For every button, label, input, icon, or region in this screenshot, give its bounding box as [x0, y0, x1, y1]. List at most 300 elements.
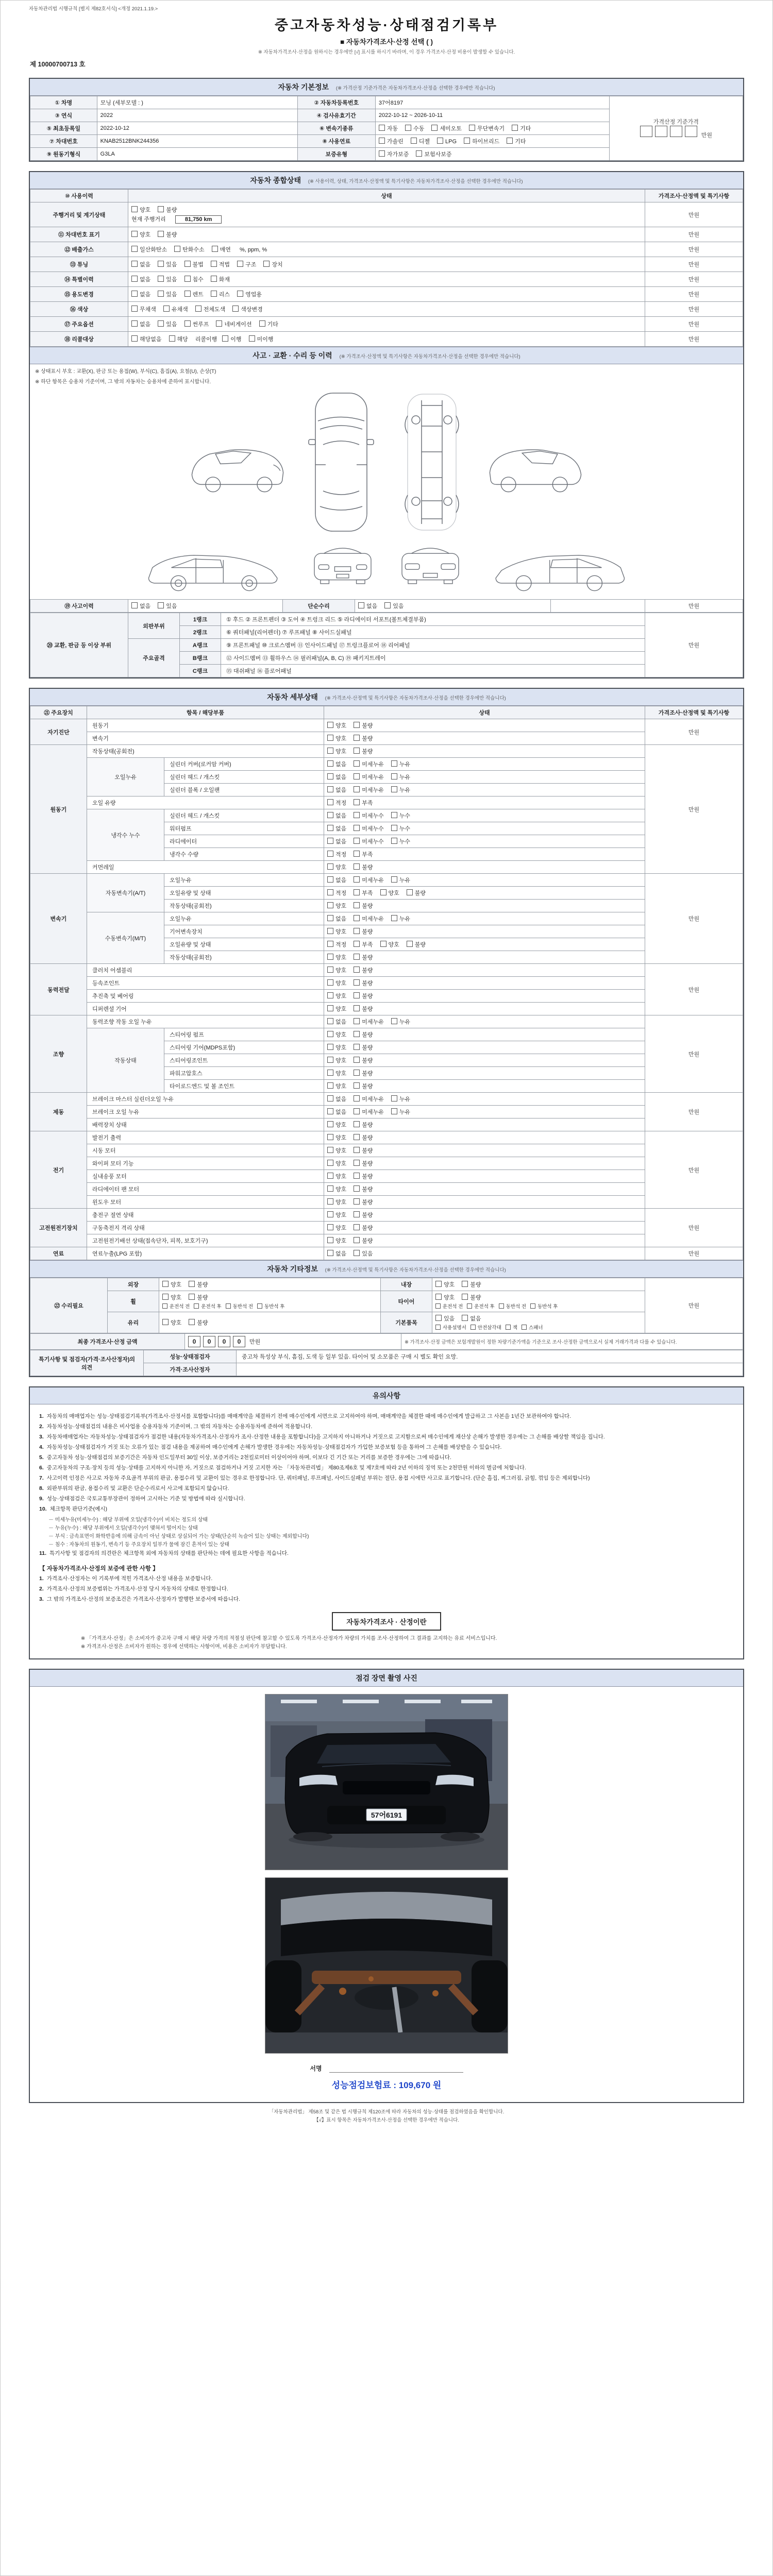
- checkbox-label: 양호: [335, 1225, 347, 1231]
- checkbox-label: 스패너: [528, 1325, 543, 1331]
- checkbox-option[interactable]: [391, 760, 410, 768]
- checkbox-option[interactable]: [162, 1280, 181, 1289]
- price-cell: 만원: [645, 257, 743, 272]
- checkbox-option[interactable]: [354, 1159, 373, 1167]
- checkbox-label: 양호: [335, 903, 347, 909]
- checkbox-option[interactable]: [391, 1108, 410, 1116]
- checkbox-group: [379, 124, 538, 132]
- checkbox-option[interactable]: [131, 260, 150, 268]
- checkbox-option[interactable]: [391, 1018, 410, 1026]
- checkbox-option[interactable]: [327, 1133, 346, 1142]
- detail-row: [30, 1131, 743, 1144]
- checkbox-option[interactable]: [327, 760, 346, 768]
- checkbox-option[interactable]: [462, 1293, 481, 1301]
- checkbox: [327, 1224, 333, 1230]
- checkbox-option[interactable]: [327, 799, 346, 807]
- checkbox-option[interactable]: [327, 1211, 346, 1219]
- checkbox-option[interactable]: [327, 953, 346, 961]
- checkbox-option[interactable]: [354, 1030, 373, 1039]
- checkbox-group: [327, 837, 417, 845]
- checkbox-option[interactable]: [407, 889, 426, 897]
- usage-history-row: [30, 302, 743, 317]
- checkbox-group: [327, 953, 380, 961]
- status-text: 리콜이행: [195, 336, 217, 343]
- checkbox-label: 없음: [335, 1096, 347, 1103]
- checkbox-option[interactable]: [405, 124, 424, 132]
- checkbox-group: [327, 1095, 417, 1103]
- checkbox-option[interactable]: [354, 1005, 373, 1013]
- checkbox-option[interactable]: [158, 260, 177, 268]
- detail-row: [30, 1106, 743, 1118]
- checkbox-option[interactable]: [226, 1302, 253, 1310]
- checkbox-option[interactable]: [512, 124, 531, 132]
- checkbox-option[interactable]: [327, 1018, 346, 1026]
- detail-header-state: 상태: [324, 706, 645, 719]
- checkbox-option[interactable]: [327, 824, 346, 833]
- checkbox: [437, 138, 443, 144]
- checkbox-label: 운전석 전: [170, 1304, 190, 1310]
- checkbox-option[interactable]: [354, 799, 373, 807]
- checkbox: [327, 902, 333, 908]
- opinion-row: [30, 1350, 743, 1363]
- detail-row: [30, 809, 743, 822]
- checkbox: [354, 1160, 360, 1166]
- checkbox-option[interactable]: [391, 824, 410, 833]
- detail-row: [30, 1183, 743, 1196]
- usage-row-label: ⑪ 차대번호 표기: [30, 227, 128, 242]
- checkbox-label: 미세누유: [362, 1109, 384, 1115]
- checkbox-label: 양호: [335, 968, 347, 974]
- checkbox-option[interactable]: [354, 1133, 373, 1142]
- simple-repair-status: [355, 600, 551, 613]
- checkbox-option[interactable]: [327, 773, 346, 781]
- checkbox-option[interactable]: [131, 275, 150, 283]
- checkbox-label: 없음: [140, 292, 151, 298]
- checkbox-option[interactable]: [189, 1293, 208, 1301]
- checkbox-label: 미세누유: [362, 1096, 384, 1103]
- checkbox-option[interactable]: [163, 305, 188, 313]
- checkbox-option[interactable]: [174, 245, 205, 253]
- checkbox-option[interactable]: [411, 137, 430, 145]
- checkbox-option[interactable]: [327, 1043, 346, 1052]
- checkbox-option[interactable]: [380, 940, 399, 948]
- etc-table: [30, 1278, 743, 1333]
- checkbox-option[interactable]: [327, 863, 346, 871]
- checkbox-option[interactable]: [379, 124, 398, 132]
- checkbox-option[interactable]: [327, 1069, 346, 1077]
- checkbox-label: 전체도색: [203, 307, 226, 313]
- checkbox-group: [327, 889, 433, 897]
- checkbox-option[interactable]: [327, 734, 346, 742]
- checkbox-option[interactable]: [249, 335, 274, 343]
- checkbox-option[interactable]: [131, 602, 150, 610]
- checkbox: [358, 602, 364, 608]
- checkbox-option[interactable]: [354, 992, 373, 1000]
- checkbox-option[interactable]: [257, 1302, 284, 1310]
- checkbox-option[interactable]: [327, 979, 346, 987]
- checkbox: [189, 1294, 195, 1300]
- checkbox-option[interactable]: [131, 335, 162, 343]
- checkbox-option[interactable]: [211, 260, 230, 268]
- checkbox-option[interactable]: [327, 940, 346, 948]
- checkbox-option[interactable]: [354, 760, 384, 768]
- checkbox-option[interactable]: [131, 230, 150, 239]
- checkbox-option[interactable]: [327, 747, 346, 755]
- checkbox: [327, 838, 333, 844]
- checkbox-option[interactable]: [327, 927, 346, 936]
- checkbox-option[interactable]: [162, 1302, 190, 1310]
- checkbox: [522, 1325, 527, 1330]
- checkbox-label: 양호: [335, 1238, 347, 1244]
- checkbox-option[interactable]: [237, 260, 256, 268]
- field-label: ③ 연식: [30, 109, 97, 122]
- checkbox-option[interactable]: [259, 320, 278, 328]
- checkbox: [354, 735, 360, 741]
- checkbox-option[interactable]: [354, 1121, 373, 1129]
- checkbox-option[interactable]: [435, 1324, 466, 1331]
- checkbox-option[interactable]: [184, 320, 209, 328]
- detail-row: [30, 719, 743, 732]
- car-rear-elevation-view: [394, 537, 466, 594]
- checkbox-option[interactable]: [499, 1302, 526, 1310]
- checkbox-option[interactable]: [522, 1324, 543, 1331]
- checkbox-option[interactable]: [435, 1293, 455, 1301]
- checkbox-option[interactable]: [384, 602, 404, 610]
- warranty-text: 가격조사·산정의 보증범위는 가격조사·산정 당시 자동차의 상태로 한정합니다.: [46, 1586, 228, 1592]
- checkbox-option[interactable]: [506, 1324, 517, 1331]
- device-status-cell: [324, 1080, 645, 1093]
- checkbox-label: 해당없음: [140, 336, 162, 343]
- checkbox-option[interactable]: [131, 290, 150, 298]
- checkbox-option[interactable]: [354, 953, 373, 961]
- device-status-cell: [324, 1170, 645, 1183]
- field-value: [375, 148, 609, 161]
- checkbox-option[interactable]: [327, 914, 346, 923]
- checkbox: [131, 320, 138, 327]
- notice-item: [39, 1453, 734, 1462]
- checkbox-option[interactable]: [158, 206, 177, 214]
- checkbox-option[interactable]: [158, 230, 177, 239]
- checkbox-option[interactable]: [327, 889, 346, 897]
- checkbox-option[interactable]: [380, 889, 399, 897]
- checkbox-option[interactable]: [158, 602, 177, 610]
- checkbox: [354, 902, 360, 908]
- usage-status-cell: [128, 272, 645, 287]
- checkbox-label: 안전삼각대: [477, 1325, 501, 1331]
- checkbox-label: 양호: [335, 1174, 347, 1180]
- checkbox-option[interactable]: [354, 734, 373, 742]
- checkbox-option[interactable]: [169, 335, 188, 343]
- checkbox-option[interactable]: [435, 1302, 463, 1310]
- checkbox-option[interactable]: [327, 1224, 346, 1232]
- checkbox-option[interactable]: [354, 786, 384, 794]
- checkbox-option[interactable]: [354, 1146, 373, 1155]
- checkbox-label: 운전석 전: [443, 1304, 463, 1310]
- etc-sub-options: [435, 1302, 642, 1310]
- device-status-cell: [324, 887, 645, 900]
- checkbox-option[interactable]: [195, 305, 226, 313]
- checkbox-option[interactable]: [354, 850, 373, 858]
- checkbox-option[interactable]: [327, 1030, 346, 1039]
- checkbox-option[interactable]: [354, 876, 384, 884]
- checkbox-option[interactable]: [354, 1082, 373, 1090]
- device-group-label: 동력전달: [30, 964, 87, 1015]
- checkbox-option[interactable]: [131, 245, 167, 253]
- checkbox-option[interactable]: [431, 124, 462, 132]
- checkbox-option[interactable]: [216, 320, 251, 328]
- checkbox-option[interactable]: [184, 275, 204, 283]
- checkbox: [354, 967, 360, 973]
- checkbox-option[interactable]: [416, 150, 451, 158]
- checkbox-group: [327, 721, 380, 730]
- checkbox-option[interactable]: [354, 902, 373, 910]
- checkbox-label: 색상변경: [241, 307, 263, 313]
- checkbox: [354, 992, 360, 998]
- device-status-cell: [324, 784, 645, 796]
- checkbox-group: [327, 1005, 380, 1013]
- checkbox-option[interactable]: [327, 1095, 346, 1103]
- checkbox: [249, 335, 255, 342]
- device-status-cell: [324, 1041, 645, 1054]
- checkbox-option[interactable]: [354, 927, 373, 936]
- checkbox-option[interactable]: [354, 966, 373, 974]
- checkbox-group: [184, 260, 238, 268]
- checkbox-option[interactable]: [158, 320, 177, 328]
- checkbox-option[interactable]: [467, 1302, 494, 1310]
- checkbox-option[interactable]: [354, 914, 384, 923]
- checkbox-option[interactable]: [327, 786, 346, 794]
- section-detail-title: 자동차 세부상태: [267, 693, 318, 701]
- checkbox-option[interactable]: [354, 1185, 373, 1193]
- checkbox-option[interactable]: [437, 138, 457, 145]
- checkbox: [327, 1005, 333, 1011]
- checkbox-option[interactable]: [327, 850, 346, 858]
- device-item-label: 라디에이터: [164, 835, 324, 848]
- checkbox-option[interactable]: [354, 863, 373, 871]
- section-detail-note: (※ 가격조사·산정액 및 특기사항은 자동차가격조사·산정을 선택한 경우에만 적습니다): [325, 696, 506, 701]
- checkbox: [194, 1303, 199, 1309]
- section-basic-title-bar: [30, 79, 743, 96]
- opinion-text: 중고차 특성상 부식, 흠집, 도색 등 일부 있음. 타이어 및 소모품은 구매 시 별도 확인 요망.: [237, 1350, 743, 1363]
- checkbox-option[interactable]: [507, 137, 526, 145]
- checkbox-option[interactable]: [327, 1005, 346, 1013]
- checkbox-option[interactable]: [211, 275, 230, 283]
- checkbox-option[interactable]: [354, 1224, 373, 1232]
- checkbox-option[interactable]: [327, 1146, 346, 1155]
- footer-line-1: 「자동차관리법」 제58조 및 같은 법 시행규칙 제120조에 따라 자동차의 성능·상태를 점검하였음을 확인합니다.: [268, 2109, 505, 2115]
- checkbox-label: 있음: [362, 1251, 373, 1257]
- notice-number: 7.: [39, 1475, 44, 1481]
- checkbox-option[interactable]: [435, 1314, 455, 1323]
- checkbox-option[interactable]: [131, 206, 150, 214]
- field-label: ⑨ 원동기형식: [30, 148, 97, 161]
- checkbox-option[interactable]: [354, 1056, 373, 1064]
- checkbox-option[interactable]: [327, 1082, 346, 1090]
- checkbox-option[interactable]: [327, 966, 346, 974]
- checkbox-option[interactable]: [212, 245, 231, 253]
- detail-row: [30, 964, 743, 977]
- checkbox-option[interactable]: [354, 1236, 373, 1245]
- checkbox-option[interactable]: [327, 837, 346, 845]
- checkbox-option[interactable]: [470, 1324, 501, 1331]
- checkbox-option[interactable]: [327, 1159, 346, 1167]
- checkbox-option[interactable]: [354, 1211, 373, 1219]
- checkbox: [327, 1134, 333, 1140]
- checkbox-group: [327, 1018, 417, 1026]
- checkbox-option[interactable]: [327, 1108, 346, 1116]
- checkbox-option[interactable]: [237, 290, 262, 298]
- checkbox-option[interactable]: [354, 721, 373, 730]
- checkbox-option[interactable]: [358, 602, 377, 610]
- checkbox-option[interactable]: [327, 992, 346, 1000]
- status-line: [131, 260, 642, 268]
- checkbox: [469, 125, 475, 131]
- checkbox-label: 리스: [219, 292, 230, 298]
- document-number: 제 10000700713 호: [30, 61, 86, 68]
- checkbox-label: 양호: [335, 1045, 347, 1051]
- checkbox-option[interactable]: [391, 876, 410, 884]
- checkbox-group: [327, 1249, 380, 1258]
- checkbox-option[interactable]: [327, 721, 346, 730]
- usage-status-cell: [128, 227, 645, 242]
- usage-row-label: ⑯ 색상: [30, 302, 128, 317]
- checkbox-option[interactable]: [354, 1018, 384, 1026]
- checkbox-option[interactable]: [354, 747, 373, 755]
- status-line: [131, 230, 642, 239]
- checkbox-option[interactable]: [184, 290, 204, 298]
- license-plate-text: 57어6191: [371, 1811, 402, 1819]
- checkbox-option[interactable]: [354, 1069, 373, 1077]
- checkbox-option[interactable]: [464, 137, 499, 145]
- checkbox-option[interactable]: [354, 1095, 384, 1103]
- checkbox-option[interactable]: [435, 1280, 455, 1289]
- checkbox-label: 없음: [335, 916, 347, 922]
- etc-item-status: [159, 1312, 381, 1333]
- device-group-label: 조향: [30, 1015, 87, 1093]
- checkbox-option[interactable]: [232, 305, 263, 313]
- checkbox-option[interactable]: [354, 889, 373, 897]
- checkbox-label: 썬루프: [192, 321, 209, 328]
- checkbox-option[interactable]: [354, 1108, 384, 1116]
- checkbox: [354, 1095, 360, 1101]
- checkbox: [232, 306, 239, 312]
- checkbox-group: [327, 1236, 380, 1245]
- checkbox-option[interactable]: [327, 1236, 346, 1245]
- checkbox-option[interactable]: [379, 137, 404, 145]
- checkbox-option[interactable]: [354, 1198, 373, 1206]
- checkbox-option[interactable]: [469, 124, 505, 132]
- checkbox-label: 운전석 후: [474, 1304, 495, 1310]
- detail-table: [30, 706, 743, 1260]
- checkbox-option[interactable]: [354, 1249, 373, 1258]
- checkbox-option[interactable]: [354, 940, 373, 948]
- checkbox-option[interactable]: [189, 1280, 208, 1289]
- checkbox-option[interactable]: [354, 1172, 373, 1180]
- checkbox-option[interactable]: [158, 290, 177, 298]
- checkbox-option[interactable]: [327, 1121, 346, 1129]
- etc-sub-options: [162, 1302, 377, 1310]
- checkbox-group: [327, 1030, 380, 1039]
- checkbox-option[interactable]: [327, 902, 346, 910]
- summary-table: [30, 189, 743, 347]
- basic-info-row: [30, 96, 743, 109]
- checkbox-option[interactable]: [131, 320, 150, 328]
- checkbox-option[interactable]: [391, 811, 410, 820]
- checkbox-label: 없음: [470, 1316, 481, 1322]
- checkbox-group: [327, 1121, 380, 1129]
- checkbox-option[interactable]: [391, 914, 410, 923]
- checkbox-option[interactable]: [162, 1318, 181, 1327]
- checkbox-option[interactable]: [327, 1056, 346, 1064]
- checkbox-option[interactable]: [158, 275, 177, 283]
- checkbox-option[interactable]: [327, 1198, 346, 1206]
- checkbox-label: 미세누수: [362, 813, 384, 819]
- checkbox-label: 없음: [140, 321, 151, 328]
- panel-items-list: ⑫ 사이드멤버 ⑬ 휠하우스 ⑭ 필러패널(A, B, C) ⑲ 패키지트레이: [221, 652, 645, 665]
- checkbox-option[interactable]: [263, 260, 282, 268]
- checkbox-option[interactable]: [189, 1318, 208, 1327]
- checkbox-option[interactable]: [184, 260, 204, 268]
- checkbox: [162, 1281, 169, 1287]
- checkbox-option[interactable]: [327, 811, 346, 820]
- checkbox-option[interactable]: [222, 335, 241, 343]
- checkbox-option[interactable]: [379, 150, 409, 158]
- checkbox-option[interactable]: [462, 1280, 481, 1289]
- checkbox: [158, 291, 164, 297]
- checkbox-label: 양호: [335, 955, 347, 961]
- checkbox-option[interactable]: [194, 1302, 221, 1310]
- checkbox-option[interactable]: [354, 979, 373, 987]
- field-value: 2022-10-12 ~ 2026-10-11: [375, 109, 609, 122]
- checkbox-option[interactable]: [462, 1314, 481, 1323]
- checkbox-option[interactable]: [327, 1172, 346, 1180]
- notice-subitem: － 누유(누수) : 해당 부위에서 오일(냉각수)이 맺혀서 떨어지는 상태: [48, 1526, 198, 1531]
- checkbox: [131, 261, 138, 267]
- checkbox-option[interactable]: [391, 773, 410, 781]
- checkbox-option[interactable]: [162, 1293, 181, 1301]
- checkbox-option[interactable]: [327, 1185, 346, 1193]
- checkbox-option[interactable]: [327, 1249, 346, 1258]
- checkbox-option[interactable]: [354, 773, 384, 781]
- device-status-cell: [324, 990, 645, 1003]
- checkbox-option[interactable]: [391, 1095, 410, 1103]
- device-item-label: 냉각수 수량: [164, 848, 324, 861]
- signature-line[interactable]: [329, 2064, 463, 2073]
- checkbox-option[interactable]: [530, 1302, 558, 1310]
- checkbox-option[interactable]: [354, 811, 384, 820]
- checkbox-option[interactable]: [327, 876, 346, 884]
- checkbox-option[interactable]: [391, 837, 410, 845]
- checkbox-label: 불량: [362, 1225, 373, 1231]
- checkbox-option[interactable]: [354, 1043, 373, 1052]
- checkbox: [380, 889, 386, 895]
- checkbox-option[interactable]: [211, 290, 230, 298]
- checkbox: [327, 1108, 333, 1114]
- checkbox: [391, 1018, 397, 1024]
- checkbox-option[interactable]: [407, 940, 426, 948]
- checkbox-option[interactable]: [131, 305, 156, 313]
- checkbox-option[interactable]: [354, 824, 384, 833]
- checkbox-label: 적정: [335, 800, 347, 806]
- checkbox-option[interactable]: [354, 837, 384, 845]
- device-item-label: 오일누유: [164, 874, 324, 887]
- checkbox-option[interactable]: [391, 786, 410, 794]
- notice-item: [39, 1474, 734, 1483]
- price-cell: 만원: [645, 287, 743, 302]
- checkbox-label: 누유: [399, 1109, 411, 1115]
- vehicle-basis-legend: ※ 하단 항목은 승용차 기준이며, 그 밖의 자동차는 승용차에 준하여 표시합니다.: [35, 379, 211, 385]
- warranty-number: 1.: [39, 1575, 44, 1582]
